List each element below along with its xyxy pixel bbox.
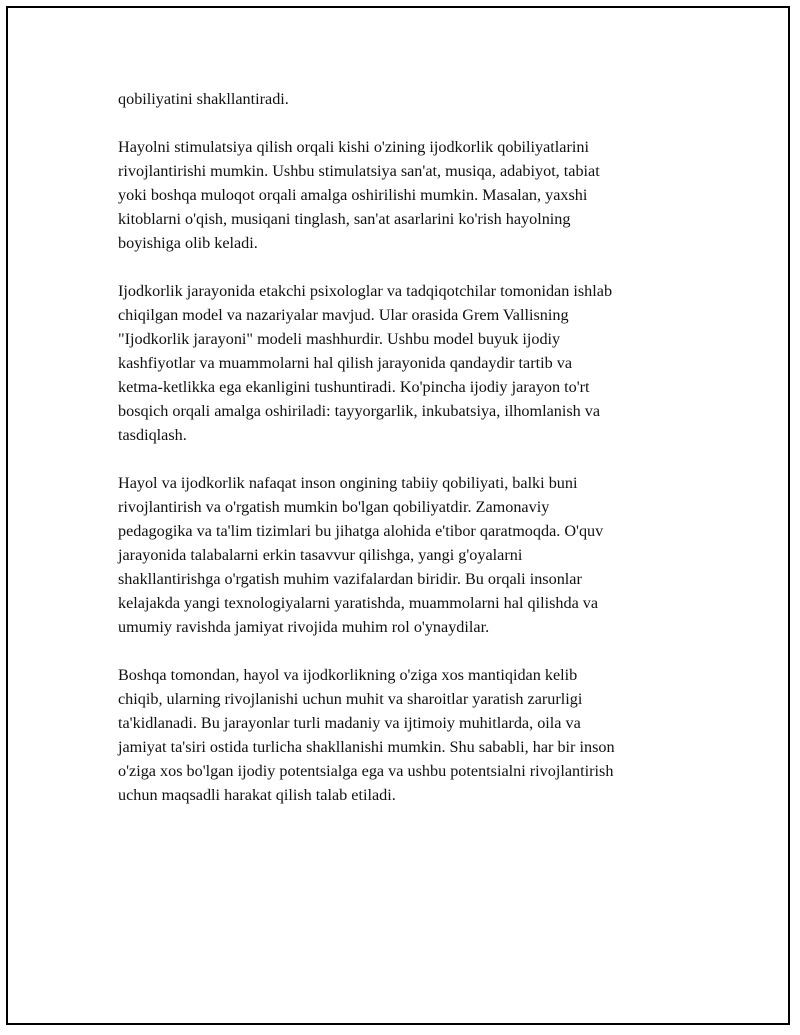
text-line: rivojlantirishi mumkin. Ushbu stimulatsiya san'at, musiqa, adabiyot, tabiat <box>118 162 600 180</box>
text-line: bosqich orqali amalga oshiriladi: tayyorgarlik, inkubatsiya, ilhomlanish va <box>118 402 601 420</box>
text-line: chiqilgan model va nazariyalar mavjud. Ular orasida Grem Vallisning <box>118 306 569 324</box>
text-line: ketma-ketlikka ega ekanligini tushuntiradi. Ko'pincha ijodiy jarayon to'rt <box>118 378 590 396</box>
text-line: boyishiga olib keladi. <box>118 234 258 252</box>
text-line: rivojlantirish va o'rgatish mumkin bo'lgan qobiliyatdir. Zamonaviy <box>118 498 550 516</box>
text-line: qobiliyatini shakllantiradi. <box>118 90 289 108</box>
text-line: chiqib, ularning rivojlanishi uchun muhit va sharoitlar yaratish zarurligi <box>118 690 583 708</box>
text-line: tasdiqlash. <box>118 426 187 444</box>
text-line: uchun maqsadli harakat qilish talab etiladi. <box>118 786 396 804</box>
text-line: Ijodkorlik jarayonida etakchi psixologlar va tadqiqotchilar tomonidan ishlab <box>118 282 613 300</box>
text-line: Boshqa tomondan, hayol va ijodkorlikning o'ziga xos mantiqidan kelib <box>118 666 578 684</box>
paragraph-1 <box>118 87 692 111</box>
text-line: kitoblarni o'qish, musiqani tinglash, san'at asarlarini ko'rish hayolning <box>118 210 571 228</box>
paragraph-2 <box>118 135 692 255</box>
text-line: kashfiyotlar va muammolarni hal qilish jarayonida qandaydir tartib va <box>118 354 573 372</box>
paragraph-3 <box>118 279 692 447</box>
text-line: jamiyat ta'siri ostida turlicha shakllanishi mumkin. Shu sababli, har bir inson <box>118 738 615 756</box>
text-line: Hayol va ijodkorlik nafaqat inson ongining tabiiy qobiliyati, balki buni <box>118 474 578 492</box>
paragraph-gap <box>118 255 692 279</box>
paragraph-gap <box>118 639 692 663</box>
text-line: o'ziga xos bo'lgan ijodiy potentsialga ega va ushbu potentsialni rivojlantirish <box>118 762 614 780</box>
text-line: "Ijodkorlik jarayoni" modeli mashhurdir. Ushbu model buyuk ijodiy <box>118 330 561 348</box>
text-line: kelajakda yangi texnologiyalarni yaratishda, muammolarni hal qilishda va <box>118 594 599 612</box>
text-line: jarayonida talabalarni erkin tasavvur qilishga, yangi g'oyalarni <box>118 546 523 564</box>
paragraph-gap <box>118 447 692 471</box>
text-line: ta'kidlanadi. Bu jarayonlar turli madaniy va ijtimoiy muhitlarda, oila va <box>118 714 581 732</box>
paragraph-gap <box>118 111 692 135</box>
text-line: pedagogika va ta'lim tizimlari bu jihatga alohida e'tibor qaratmoqda. O'quv <box>118 522 604 540</box>
text-line: shakllantirishga o'rgatish muhim vazifalardan biridir. Bu orqali insonlar <box>118 570 582 588</box>
document-body <box>118 87 692 807</box>
text-line: Hayolni stimulatsiya qilish orqali kishi o'zining ijodkorlik qobiliyatlarini <box>118 138 589 156</box>
text-line: yoki boshqa muloqot orqali amalga oshirilishi mumkin. Masalan, yaxshi <box>118 186 588 204</box>
paragraph-5 <box>118 663 692 807</box>
text-line: umumiy ravishda jamiyat rivojida muhim rol o'ynaydilar. <box>118 618 490 636</box>
paragraph-4 <box>118 471 692 639</box>
